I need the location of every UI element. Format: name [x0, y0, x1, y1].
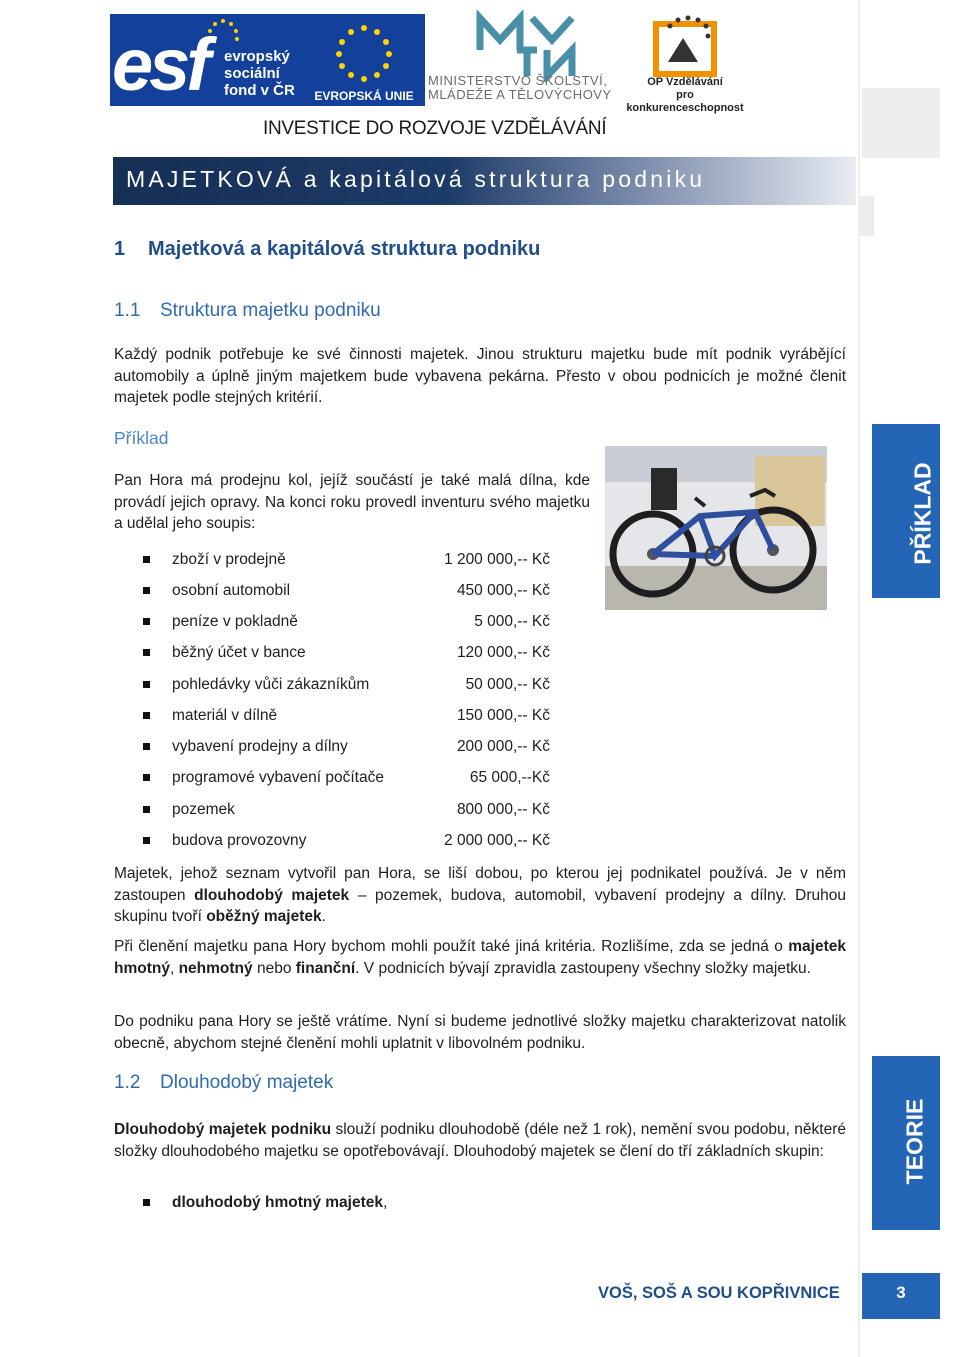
text-run: . V podnicích bývají zpravidla zastoupeny všechny složky majetku.: [355, 959, 811, 977]
bullet-icon: [143, 556, 150, 563]
asset-label: peníze v pokladně: [172, 613, 298, 630]
asset-label: běžný účet v bance: [172, 644, 306, 661]
eu-label: EVROPSKÁ UNIE: [306, 87, 422, 106]
esf-line-1: evropský: [224, 48, 290, 65]
text-run: – pozemek, budova, automobil, vybavení prodejny a dílny. Druhou skupinu tvoří: [114, 886, 846, 925]
right-decor-box: [862, 88, 940, 158]
msmt-logo-text: [428, 74, 612, 102]
asset-value: 200 000,-- Kč: [456, 738, 550, 755]
op-line-2: pro konkurenceschopnost: [626, 89, 744, 114]
page-number: 3: [896, 1283, 906, 1302]
paragraph-longterm: [114, 1119, 846, 1162]
esf-line-3: fond v ČR: [224, 82, 295, 99]
asset-value: 120 000,-- Kč: [456, 644, 550, 661]
asset-value: 5 000,-- Kč: [474, 613, 550, 630]
bold-term: finanční: [295, 959, 356, 977]
text-run: Při členění majetku pana Hory bychom mohli použít také jiná kritéria. Rozlišíme, zda se jedná o: [114, 938, 789, 955]
asset-label: programové vybavení počítače: [172, 769, 384, 786]
paragraph-criteria: [114, 936, 846, 979]
asset-label: budova provozovny: [172, 832, 307, 849]
theory-side-tab: [872, 1056, 940, 1230]
op-logo-text: [624, 76, 746, 115]
section-1-number: 1: [114, 238, 126, 260]
investice-tagline: INVESTICE DO ROZVOJE VZDĚLÁVÁNÍ: [263, 118, 607, 139]
right-decor-box-small: [860, 196, 874, 236]
bold-term: dlouhodobý hmotný majetek: [172, 1194, 383, 1211]
longterm-item-label: [172, 1194, 387, 1212]
asset-label: osobní automobil: [172, 582, 291, 599]
bold-term: nehmotný: [178, 959, 253, 977]
asset-value: 150 000,-- Kč: [456, 707, 550, 724]
example-heading: Příklad: [114, 428, 169, 448]
section-1-2-number: 1.2: [114, 1072, 141, 1093]
text-run: nebo: [252, 959, 296, 977]
bullet-icon: [143, 837, 150, 844]
eu-stars-icon: [314, 18, 414, 88]
asset-row: [140, 613, 560, 633]
bullet-icon: [143, 618, 150, 625]
asset-row: [140, 644, 560, 664]
title-bar-text: MAJETKOVÁ a kapitálová struktura podniku: [126, 166, 706, 192]
example-side-tab-label: PŘÍKLAD: [909, 462, 936, 565]
asset-label: zboží v prodejně: [172, 551, 286, 568]
bullet-icon: [143, 712, 150, 719]
bold-term: oběžný majetek: [206, 908, 322, 925]
asset-value: 2 000 000,-- Kč: [444, 832, 550, 849]
footer-school-name: VOŠ, SOŠ A SOU KOPŘIVNICE: [598, 1284, 840, 1302]
asset-row: [140, 769, 560, 789]
esf-logo-text: [224, 48, 295, 99]
text-run: ,: [382, 1194, 388, 1211]
longterm-list-item: [140, 1194, 640, 1214]
asset-value: 50 000,-- Kč: [465, 676, 550, 693]
msmt-line-2: MLÁDEŽE A TĚLOVÝCHOVY: [428, 87, 612, 102]
asset-row: [140, 676, 560, 696]
section-1-2-heading: [114, 1072, 333, 1094]
bold-term: dlouhodobý majetek: [194, 886, 350, 904]
text-run: .: [321, 908, 326, 925]
asset-label: vybavení prodejny a dílny: [172, 738, 348, 755]
asset-row: [140, 801, 560, 821]
bicycle-photo: [605, 446, 827, 610]
bullet-icon: [143, 806, 150, 813]
asset-label: pozemek: [172, 801, 235, 818]
section-1-1-heading: [114, 300, 381, 322]
section-1-1-title: Struktura majetku podniku: [160, 300, 381, 321]
text-run: ,: [169, 959, 179, 977]
asset-row: [140, 738, 560, 758]
bullet-icon: [143, 681, 150, 688]
asset-row: [140, 551, 560, 571]
msmt-line-1: MINISTERSTVO ŠKOLSTVÍ,: [428, 73, 608, 88]
text-run: Majetek, jehož seznam vytvořil pan Hora, se liší dobou, po kterou jej podnikatel používá. Je v něm zastoupen: [114, 865, 846, 904]
example-side-tab: [872, 424, 940, 598]
section-1-1-number: 1.1: [114, 300, 141, 321]
esf-line-2: sociální: [224, 65, 280, 82]
asset-value: 1 200 000,-- Kč: [444, 551, 550, 568]
section-1-title: Majetková a kapitálová struktura podniku: [148, 238, 541, 260]
asset-value: 800 000,-- Kč: [456, 801, 550, 818]
asset-row: [140, 707, 560, 727]
asset-label: materiál v dílně: [172, 707, 278, 724]
paragraph-asset-types: [114, 863, 846, 928]
asset-row: [140, 582, 560, 602]
bullet-icon: [143, 743, 150, 750]
bullet-icon: [143, 774, 150, 781]
asset-value: 450 000,-- Kč: [456, 582, 550, 599]
theory-side-tab-label: TEORIE: [901, 1098, 928, 1185]
bullet-icon: [143, 649, 150, 656]
bullet-icon: [143, 1199, 150, 1206]
bold-term: Dlouhodobý majetek podniku: [114, 1121, 332, 1138]
op-line-1: OP Vzdělávání: [647, 76, 723, 88]
example-paragraph: Pan Hora má prodejnu kol, jejíž součástí je také malá dílna, kde provádí jejich opravy. Na konci roku provedl inventuru svého majetku a udělal jeho soupis:: [114, 472, 590, 532]
asset-row: [140, 832, 560, 852]
asset-value: 65 000,--Kč: [469, 769, 550, 786]
asset-label: pohledávky vůči zákazníkům: [172, 676, 370, 693]
intro-paragraph: Každý podnik potřebuje ke své činnosti majetek. Jinou strukturu majetku bude mít podnik vyrábějící automobily a úplně jiným majetkem bude vybavena pekárna. Přesto v obou podnicích je možné členit majetek podle stejných kritérií.: [114, 346, 846, 406]
bicycle-icon: [605, 446, 827, 610]
bullet-icon: [143, 587, 150, 594]
text-run: slouží podniku dlouhodobě (déle než 1 rok), nemění svou podobu, některé složky dlouhodobého majetku se opotřebovávají. Dlouhodobý majetek se člení do tří základních skupin:: [114, 1121, 846, 1160]
paragraph-return: Do podniku pana Hory se ještě vrátíme. Nyní si budeme jednotlivé složky majetku charakterizovat natolik obecně, abychom stejné členění mohli uplatnit v libovolném podniku.: [114, 1013, 846, 1052]
bold-term: majetek hmotný: [114, 938, 846, 977]
section-1-2-title: Dlouhodobý majetek: [160, 1072, 334, 1093]
section-1-heading: [114, 238, 540, 261]
esf-logo-letters: esf: [112, 23, 207, 106]
msmt-logo-icon: [472, 10, 582, 82]
